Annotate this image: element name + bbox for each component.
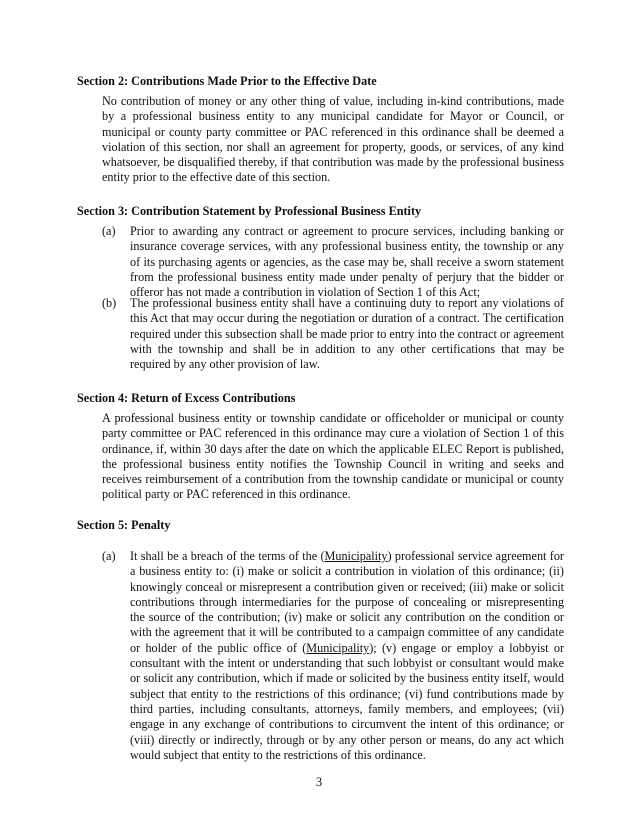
item-text: The professional business entity shall have a continuing duty to report any violations of this Act that may occur during the negotiation or duration of a contract. The certification required under this subsection shall be made prior to entry into the contract or agreement with the township and shall be in addition to any other certifications that may be required by any other provision of law. <box>130 296 564 372</box>
section-4-heading: Section 4: Return of Excess Contributions <box>77 391 296 405</box>
section-5-heading: Section 5: Penalty <box>77 518 171 532</box>
text-run: ) professional service agreement for a business entity to: (i) make or solicit a contribution in violation of this ordinance; (ii) knowingly conceal or misrepresent a contribution given or received; (iii) make or solicit contributions through intermediaries for the purpose of concealing or misrepresenting the source of the contribution; (iv) make or solicit any contribution on the condition or with the agreement that it will be contributed to a campaign committee of any candidate or holder of the public office of ( <box>130 549 564 655</box>
section-2-heading: Section 2: Contributions Made Prior to the Effective Date <box>77 74 377 88</box>
item-number: (b) <box>102 296 117 310</box>
item-number: (a) <box>102 224 116 238</box>
section-2-body: No contribution of money or any other thing of value, including in-kind contributions, made by a professional business entity to any municipal candidate for Mayor or Council, or municipal or county party committee or PAC referenced in this ordinance shall be deemed a violation of this section, nor shall an agreement for property, goods, or services, of any kind whatsoever, be disqualified thereby, if that contribution was made by the professional business entity prior to the effective date of this section. <box>102 94 564 185</box>
section-4-body: A professional business entity or township candidate or officeholder or municipal or county party committee or PAC referenced in this ordinance may cure a violation of Section 1 of this ordinance, if, within 30 days after the date on which the applicable ELEC Report is published, the professional business entity notifies the Township Council in writing and seeks and receives reimbursement of a contribution from the township candidate or municipal or county political party or PAC referenced in this ordinance. <box>102 411 564 502</box>
section-3-heading: Section 3: Contribution Statement by Professional Business Entity <box>77 204 422 218</box>
municipality-placeholder: Municipality <box>324 549 388 563</box>
item-number: (a) <box>102 549 116 563</box>
item-text <box>130 549 564 763</box>
item-text: Prior to awarding any contract or agreement to procure services, including banking or insurance coverage services, with any professional business entity, the township or any of its purchasing agents or agencies, as the case may be, shall receive a sworn statement from the professional business entity made under penalty of perjury that the bidder or offeror has not made a contribution in violation of Section 1 of this Act; <box>130 224 564 300</box>
text-run: ); (v) engage or employ a lobbyist or consultant with the intent or understanding that such lobbyist or consultant would make or solicit any contribution, which if made or solicited by the business entity itself, would subject that entity to the restrictions of this ordinance; (vi) fund contributions made by third parties, including consultants, attorneys, family members, and employees; (vii) engage in any exchange of contributions to circumvent the intent of this ordinance; or (viii) directly or indirectly, through or by any other person or means, do any act which would subject that entity to the restrictions of this ordinance. <box>130 640 565 762</box>
municipality-placeholder: Municipality <box>306 640 370 655</box>
page-number: 3 <box>315 775 323 789</box>
text-run: It shall be a breach of the terms of the ( <box>130 549 325 563</box>
